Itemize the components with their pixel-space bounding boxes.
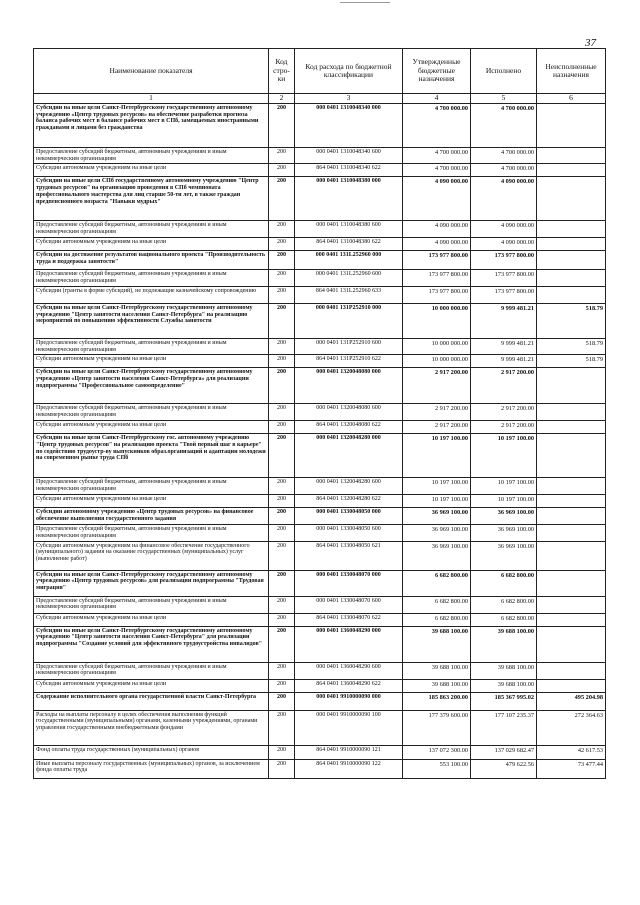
header-unexecuted: Неисполненные назначения <box>537 49 606 94</box>
row-unexecuted <box>537 570 606 596</box>
row-unexecuted <box>537 434 606 478</box>
row-kbk: 864 0401 1320048080 622 <box>295 421 403 434</box>
table-row <box>34 164 606 177</box>
scan-mark <box>340 2 390 3</box>
row-unexecuted <box>537 508 606 525</box>
row-unexecuted <box>537 221 606 237</box>
row-name: Предоставление субсидий бюджетным, автономным учреждениям и иным некоммерческим организациям <box>34 404 269 421</box>
row-name: Предоставление субсидий бюджетным, автономным учреждениям и иным некоммерческим организациям <box>34 269 269 286</box>
row-approved: 39 688 100.00 <box>403 679 471 692</box>
row-kbk: 000 0401 1310048380 600 <box>295 221 403 237</box>
row-line-code: 200 <box>269 626 295 662</box>
row-name: Субсидии автономным учреждениям на иные цели <box>34 355 269 368</box>
row-line-code: 200 <box>269 303 295 338</box>
table-row <box>34 104 606 148</box>
row-approved: 36 969 100.00 <box>403 525 471 541</box>
page-number: 37 <box>585 37 596 49</box>
row-approved: 4 700 000.00 <box>403 164 471 177</box>
row-executed: 36 969 100.00 <box>471 541 537 570</box>
row-executed: 10 197 100.00 <box>471 495 537 508</box>
row-executed: 4 090 000.00 <box>471 237 537 250</box>
row-line-code: 200 <box>269 495 295 508</box>
row-line-code: 200 <box>269 662 295 679</box>
row-unexecuted <box>537 421 606 434</box>
table-row <box>34 250 606 269</box>
row-name: Расходы на выплаты персоналу в целях обеспечения выполнения функций государственными (муниципальными) органами, казенными учреждениями, органами управления государственными внебюджетными фондами <box>34 710 269 745</box>
row-line-code: 200 <box>269 286 295 303</box>
row-approved: 10 000 000.00 <box>403 355 471 368</box>
table-row <box>34 177 606 221</box>
row-name: Предоставление субсидий бюджетным, автономным учреждениям и иным некоммерческим организациям <box>34 221 269 237</box>
row-kbk: 864 0401 131L252960 633 <box>295 286 403 303</box>
table-row <box>34 508 606 525</box>
table-row <box>34 662 606 679</box>
row-executed: 2 917 200.00 <box>471 404 537 421</box>
row-unexecuted: 518.79 <box>537 338 606 354</box>
header-executed: Исполнено <box>471 49 537 94</box>
row-kbk: 000 0401 1330048050 000 <box>295 508 403 525</box>
row-unexecuted <box>537 679 606 692</box>
col-number: 2 <box>269 94 295 104</box>
row-unexecuted <box>537 525 606 541</box>
table-row <box>34 404 606 421</box>
table-row <box>34 421 606 434</box>
row-unexecuted <box>537 177 606 221</box>
row-executed: 4 700 000.00 <box>471 164 537 177</box>
row-executed: 173 977 800.00 <box>471 250 537 269</box>
row-line-code: 200 <box>269 250 295 269</box>
row-executed: 173 977 800.00 <box>471 269 537 286</box>
row-approved: 6 682 800.00 <box>403 596 471 613</box>
row-name: Предоставление субсидий бюджетным, автономным учреждениям и иным некоммерческим организациям <box>34 148 269 164</box>
col-number: 1 <box>34 94 269 104</box>
row-executed: 10 197 100.00 <box>471 478 537 495</box>
header-name: Наименование показателя <box>34 49 269 94</box>
row-name: Субсидии (гранты в форме субсидий), не подлежащие казначейскому сопровождению <box>34 286 269 303</box>
header-row <box>34 49 606 94</box>
row-approved: 177 379 600.00 <box>403 710 471 745</box>
row-approved: 4 700 000.00 <box>403 104 471 148</box>
row-unexecuted <box>537 104 606 148</box>
table-row <box>34 237 606 250</box>
row-kbk: 864 0401 9910000090 122 <box>295 759 403 778</box>
row-line-code: 200 <box>269 404 295 421</box>
row-executed: 6 682 800.00 <box>471 570 537 596</box>
table-row <box>34 368 606 404</box>
row-kbk: 000 0401 131L252960 600 <box>295 269 403 286</box>
row-name: Субсидии автономным учреждениям на иные цели <box>34 237 269 250</box>
row-unexecuted <box>537 368 606 404</box>
row-kbk: 864 0401 1330048070 622 <box>295 613 403 626</box>
row-executed: 177 107 235.37 <box>471 710 537 745</box>
row-unexecuted <box>537 495 606 508</box>
table-row <box>34 303 606 338</box>
row-executed: 10 197 100.00 <box>471 434 537 478</box>
row-line-code: 200 <box>269 596 295 613</box>
row-line-code: 200 <box>269 237 295 250</box>
table-row <box>34 269 606 286</box>
row-kbk: 864 0401 131P252910 622 <box>295 355 403 368</box>
row-name: Предоставление субсидий бюджетным, автономным учреждениям и иным некоммерческим организациям <box>34 338 269 354</box>
table-body <box>34 104 606 779</box>
row-name: Субсидии на иные цели Санкт-Петербургскому государственному автономному учреждению «Центр трудовых ресурсов» для реализации подпрограммы "Трудовая миграция" <box>34 570 269 596</box>
table-row <box>34 541 606 570</box>
row-approved: 10 000 000.00 <box>403 303 471 338</box>
row-name: Субсидии автономным учреждениям на иные цели <box>34 164 269 177</box>
row-line-code: 200 <box>269 692 295 710</box>
row-unexecuted <box>537 237 606 250</box>
table-row <box>34 596 606 613</box>
row-kbk: 864 0401 1360048290 622 <box>295 679 403 692</box>
col-number: 5 <box>471 94 537 104</box>
row-approved: 36 969 100.00 <box>403 508 471 525</box>
row-name: Предоставление субсидий бюджетным, автономным учреждениям и иным некоммерческим организациям <box>34 525 269 541</box>
col-number: 4 <box>403 94 471 104</box>
row-executed: 4 090 000.00 <box>471 221 537 237</box>
row-approved: 10 197 100.00 <box>403 478 471 495</box>
row-kbk: 000 0401 1320048080 600 <box>295 404 403 421</box>
row-approved: 6 682 800.00 <box>403 570 471 596</box>
row-approved: 39 688 100.00 <box>403 662 471 679</box>
row-approved: 173 977 800.00 <box>403 269 471 286</box>
table-row <box>34 221 606 237</box>
header-approved: Утвержденные бюджетные назначения <box>403 49 471 94</box>
table-row <box>34 495 606 508</box>
row-unexecuted <box>537 596 606 613</box>
row-approved: 4 090 000.00 <box>403 177 471 221</box>
row-executed: 173 977 800.00 <box>471 286 537 303</box>
row-name: Субсидии автономным учреждениям на иные цели <box>34 613 269 626</box>
row-kbk: 000 0401 131P252910 600 <box>295 338 403 354</box>
row-unexecuted <box>537 626 606 662</box>
row-line-code: 200 <box>269 104 295 148</box>
table-row <box>34 286 606 303</box>
row-kbk: 000 0401 1320048280 600 <box>295 478 403 495</box>
row-name: Фонд оплаты труда государственных (муниципальных) органов <box>34 745 269 759</box>
row-kbk: 000 0401 9910000090 100 <box>295 710 403 745</box>
row-line-code: 200 <box>269 570 295 596</box>
row-name: Субсидии автономным учреждениям на иные цели <box>34 421 269 434</box>
row-kbk: 000 0401 1360048290 600 <box>295 662 403 679</box>
row-kbk: 864 0401 1310048380 622 <box>295 237 403 250</box>
row-line-code: 200 <box>269 745 295 759</box>
row-approved: 4 090 000.00 <box>403 237 471 250</box>
row-unexecuted <box>537 404 606 421</box>
row-name: Субсидии автономным учреждениям на иные цели <box>34 679 269 692</box>
row-line-code: 200 <box>269 221 295 237</box>
row-unexecuted: 518.79 <box>537 303 606 338</box>
row-kbk: 864 0401 1320048280 622 <box>295 495 403 508</box>
row-unexecuted <box>537 662 606 679</box>
row-executed: 6 682 800.00 <box>471 613 537 626</box>
col-number: 6 <box>537 94 606 104</box>
row-kbk: 000 0401 1330048070 000 <box>295 570 403 596</box>
row-kbk: 000 0401 1320048080 000 <box>295 368 403 404</box>
row-name: Предоставление субсидий бюджетным, автономным учреждениям и иным некоммерческим организациям <box>34 662 269 679</box>
table-row <box>34 338 606 354</box>
row-approved: 553 100.00 <box>403 759 471 778</box>
row-name: Предоставление субсидий бюджетным, автономным учреждениям и иным некоммерческим организациям <box>34 596 269 613</box>
budget-table <box>33 48 606 779</box>
row-unexecuted <box>537 269 606 286</box>
row-approved: 4 700 000.00 <box>403 148 471 164</box>
row-kbk: 000 0401 131L252960 000 <box>295 250 403 269</box>
row-line-code: 200 <box>269 269 295 286</box>
row-executed: 9 999 481.21 <box>471 338 537 354</box>
table-row <box>34 478 606 495</box>
row-approved: 185 863 200.00 <box>403 692 471 710</box>
header-line-code: Код стро-ки <box>269 49 295 94</box>
row-name: Субсидии автономным учреждениям на иные цели <box>34 495 269 508</box>
col-number: 3 <box>295 94 403 104</box>
row-unexecuted <box>537 478 606 495</box>
table-row <box>34 626 606 662</box>
row-approved: 6 682 800.00 <box>403 613 471 626</box>
row-kbk: 864 0401 1330048050 621 <box>295 541 403 570</box>
row-name: Субсидии на иные цели Санкт-Петербургскому государственному автономному учреждению «Центр трудовых ресурсов» на обеспечение разработки прогноза баланса рабочих мест в балансе рабочих мест в СПб, замещаемых иностранными гражданами и лицами без гражданства <box>34 104 269 148</box>
table-row <box>34 692 606 710</box>
row-kbk: 000 0401 1320048280 000 <box>295 434 403 478</box>
row-line-code: 200 <box>269 421 295 434</box>
row-kbk: 000 0401 1310048340 000 <box>295 104 403 148</box>
row-executed: 36 969 100.00 <box>471 508 537 525</box>
row-unexecuted: 518.79 <box>537 355 606 368</box>
row-line-code: 200 <box>269 148 295 164</box>
row-line-code: 200 <box>269 177 295 221</box>
row-name: Субсидии на иные цели СПб государственному автономному учреждению "Центр трудовых ресурсов" на организацию проведения в СПб чемпионата профессионального мастерства для лиц старше 50-ти лет, в также граждан предпенсионного возраста "Навыки мудрых" <box>34 177 269 221</box>
row-executed: 2 917 200.00 <box>471 421 537 434</box>
row-executed: 137 029 682.47 <box>471 745 537 759</box>
row-unexecuted <box>537 541 606 570</box>
row-executed: 9 999 481.21 <box>471 355 537 368</box>
row-name: Субсидии на иные цели Санкт-Петербургскому государственному автономному учреждению "Центр занятости населения Санкт-Петербурга" на реализацию мероприятий по повышению эффективности Службы занятости <box>34 303 269 338</box>
row-kbk: 000 0401 1310048380 000 <box>295 177 403 221</box>
row-kbk: 000 0401 1330048050 600 <box>295 525 403 541</box>
row-unexecuted <box>537 286 606 303</box>
row-approved: 137 072 300.00 <box>403 745 471 759</box>
row-executed: 36 969 100.00 <box>471 525 537 541</box>
row-unexecuted: 42 617.53 <box>537 745 606 759</box>
row-approved: 4 090 000.00 <box>403 221 471 237</box>
row-approved: 173 977 800.00 <box>403 250 471 269</box>
row-executed: 4 700 000.00 <box>471 104 537 148</box>
row-line-code: 200 <box>269 164 295 177</box>
row-unexecuted <box>537 613 606 626</box>
row-executed: 9 999 481.21 <box>471 303 537 338</box>
row-executed: 4 090 000.00 <box>471 177 537 221</box>
row-executed: 6 682 800.00 <box>471 596 537 613</box>
table-row <box>34 613 606 626</box>
table-row <box>34 525 606 541</box>
row-unexecuted <box>537 164 606 177</box>
row-approved: 2 917 200.00 <box>403 368 471 404</box>
table-row <box>34 759 606 778</box>
header-kbk: Код расхода по бюджетной классификации <box>295 49 403 94</box>
row-kbk: 000 0401 1330048070 600 <box>295 596 403 613</box>
row-line-code: 200 <box>269 338 295 354</box>
row-line-code: 200 <box>269 434 295 478</box>
row-executed: 4 700 000.00 <box>471 148 537 164</box>
row-unexecuted <box>537 148 606 164</box>
row-kbk: 000 0401 1310048340 600 <box>295 148 403 164</box>
table-row <box>34 679 606 692</box>
column-numbers-row <box>34 94 606 104</box>
table-row <box>34 710 606 745</box>
row-kbk: 000 0401 9910000090 000 <box>295 692 403 710</box>
row-name: Предоставление субсидий бюджетным, автономным учреждениям и иным некоммерческим организациям <box>34 478 269 495</box>
row-name: Субсидии на иные цели Санкт-Петербургскому гос. автономному учреждению "Центр трудовых ресурсов" на реализацию проекта "Твой первый шаг в карьере" по содействию трудоустр-ву выпускников образ.организаций и адаптации молодежи на современном рынке труда СПб <box>34 434 269 478</box>
row-approved: 2 917 200.00 <box>403 421 471 434</box>
row-kbk: 000 0401 131P252910 000 <box>295 303 403 338</box>
row-line-code: 200 <box>269 368 295 404</box>
row-name: Содержание исполнительного органа государственной власти Санкт-Петербурга <box>34 692 269 710</box>
row-line-code: 200 <box>269 541 295 570</box>
row-kbk: 000 0401 1360048290 000 <box>295 626 403 662</box>
row-kbk: 864 0401 9910000090 121 <box>295 745 403 759</box>
row-line-code: 200 <box>269 508 295 525</box>
row-kbk: 864 0401 1310048340 622 <box>295 164 403 177</box>
row-executed: 39 688 100.00 <box>471 626 537 662</box>
row-executed: 2 917 200.00 <box>471 368 537 404</box>
row-unexecuted: 272 364.63 <box>537 710 606 745</box>
row-name: Субсидии на иные цели Санкт-Петербургскому государственному автономному учреждению "Центр занятости населения Санкт-Петербурга" для реализации подпрограммы "Создание условий для эффективного трудоустройства инвалидов" <box>34 626 269 662</box>
row-line-code: 200 <box>269 525 295 541</box>
row-approved: 36 969 100.00 <box>403 541 471 570</box>
row-line-code: 200 <box>269 613 295 626</box>
row-name: Субсидии автономным учреждениям на финансовое обеспечение государственного (муниципального) задания на оказание государственных (муниципальных) услуг (выполнение работ) <box>34 541 269 570</box>
table-row <box>34 745 606 759</box>
row-unexecuted <box>537 250 606 269</box>
row-approved: 2 917 200.00 <box>403 404 471 421</box>
row-approved: 173 977 800.00 <box>403 286 471 303</box>
row-approved: 10 000 000.00 <box>403 338 471 354</box>
row-unexecuted: 495 204.98 <box>537 692 606 710</box>
row-name: Иные выплаты персоналу государственных (муниципальных) органов, за исключением фонда оплаты труда <box>34 759 269 778</box>
row-line-code: 200 <box>269 710 295 745</box>
row-approved: 39 688 100.00 <box>403 626 471 662</box>
table-row <box>34 570 606 596</box>
table-row <box>34 434 606 478</box>
row-unexecuted: 73 477.44 <box>537 759 606 778</box>
row-executed: 185 367 995.02 <box>471 692 537 710</box>
row-executed: 39 688 100.00 <box>471 679 537 692</box>
row-name: Субсидии на иные цели Санкт-Петербургскому государственному автономному учреждению «Центр занятости населения Санкт-Петербурга» для реализации подпрограммы "Профессиональное самоопределение" <box>34 368 269 404</box>
row-name: Субсидии автономному учреждению «Центр трудовых ресурсов» на финансовое обеспечение выполнения государственного задания <box>34 508 269 525</box>
row-name: Субсидии на достижение результатов национального проекта "Производительность труда и поддержка занятости" <box>34 250 269 269</box>
row-line-code: 200 <box>269 679 295 692</box>
row-line-code: 200 <box>269 759 295 778</box>
row-approved: 10 197 100.00 <box>403 434 471 478</box>
row-executed: 479 622.56 <box>471 759 537 778</box>
table-row <box>34 355 606 368</box>
row-approved: 10 197 100.00 <box>403 495 471 508</box>
row-line-code: 200 <box>269 478 295 495</box>
row-line-code: 200 <box>269 355 295 368</box>
row-executed: 39 688 100.00 <box>471 662 537 679</box>
table-row <box>34 148 606 164</box>
